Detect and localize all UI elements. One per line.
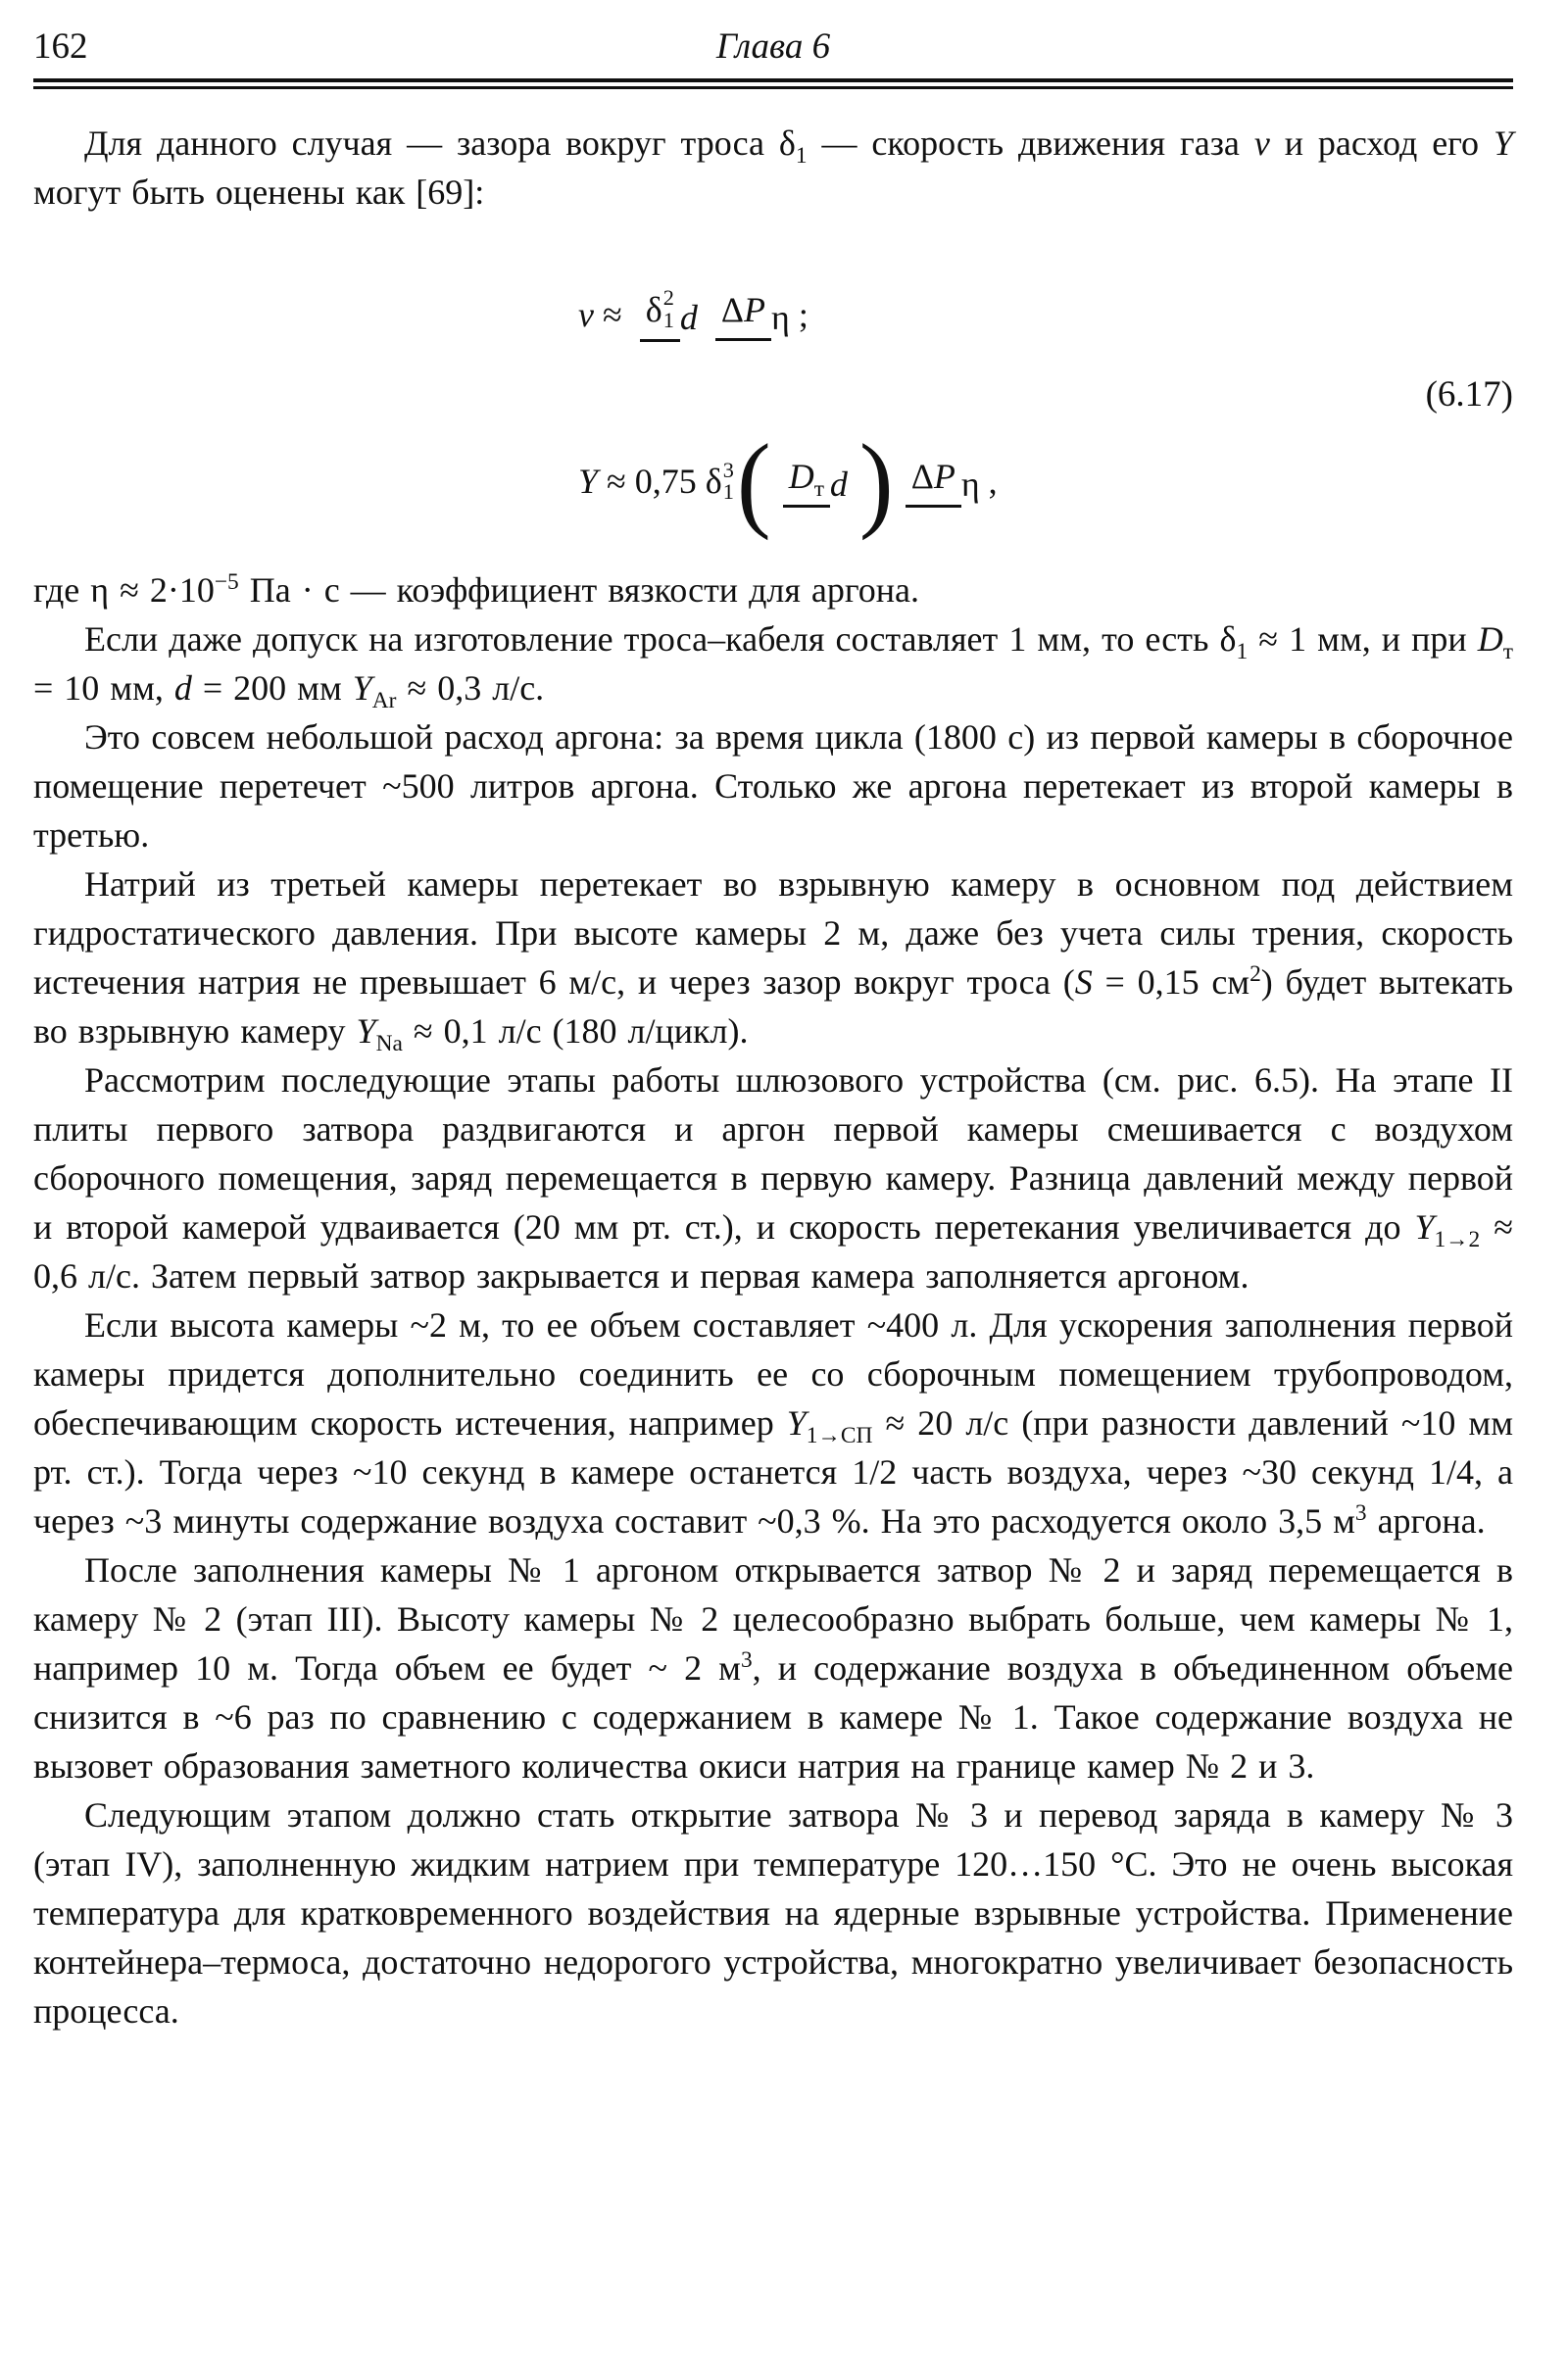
paragraph: Это совсем небольшой расход аргона: за время цикла (1800 с) из первой камеры в сборочное помещение перетечет ~500 литров аргона. Столько же аргона перетекает из второй камеры в третью. (33, 717, 1513, 855)
running-head (33, 24, 1513, 71)
equation-number: (6.17) (1425, 374, 1513, 416)
sup-sub-symbol: δ 2 1 (645, 285, 674, 332)
paragraph: Если высота камеры ~2 м, то ее объем составляет ~400 л. Для ускорения заполнения первой камеры придется дополнительно соединить ее со сборочным помещением трубопроводом, обеспечивающим скорость истечения, например $Y_{1\to СП} \approx 20$ л/с (при разности давлений ~10 мм рт. ст.). Тогда через ~10 секунд в камере останется 1/2 часть воздуха, через ~30 секунд 1/4, а через ~3 минуты содержание воздуха составит ~0,3 %. На это расходуется около 3,5 $м^3$ аргона. (33, 1305, 1513, 1541)
equation-block (33, 246, 1513, 550)
page-number: 162 (33, 26, 88, 67)
paragraph: Если даже допуск на изготовление троса–кабеля составляет 1 мм, то есть $\delta_1 \approx 1$ мм, и при $D_т = 10$ мм, d = 200 мм $Y_{Ar} \approx 0,3$ л/с. (33, 619, 1513, 714)
paragraph: где $\eta \approx 2\cdot 10^{-5}$ Па · с — коэффициент вязкости для аргона. (33, 569, 920, 610)
fraction: ΔP η (906, 456, 980, 508)
sup-sub-symbol: δ 3 1 (705, 457, 734, 504)
header-rule (33, 78, 1513, 89)
velocity-formula: v ≈ δ 2 1 d ΔP η ; (578, 246, 808, 383)
intro-paragraph: Для данного случая — зазора вокруг троса $\delta_1$ — скорость движения газа v и расход его Y могут быть оценены как [69]: (33, 123, 1513, 212)
paragraph: Следующим этапом должно стать открытие затвора № 3 и перевод заряда в камеру № 3 (этап IV), заполненную жидким натрием при температуре 120…150 °С. Это не очень высокая температура для кратковременного воздействия на ядерные взрывные устройства. Применение контейнера–термоса, достаточно недорогого устройства, многократно увеличивает безопасность процесса. (33, 1795, 1513, 2031)
chapter-title: Глава 6 (715, 26, 831, 67)
body-paragraphs (33, 565, 1513, 2035)
fraction: $D_т$ d (783, 456, 848, 508)
paragraph: Натрий из третьей камеры перетекает во взрывную камеру в основном под действием гидростатического давления. При высоте камеры 2 м, даже без учета силы трения, скорость истечения натрия не превышает 6 м/с, и через зазор вокруг троса (S = 0,15 $см^2$) будет вытекать во взрывную камеру $Y_{Na} \approx 0,1$ л/с (180 л/цикл). (33, 864, 1514, 1057)
paragraph: После заполнения камеры № 1 аргоном открывается затвор № 2 и заряд перемещается в камеру № 2 (этап III). Высоту камеры № 2 целесообразно выбрать больше, чем камеры № 1, например 10 м. Тогда объем ее будет ~ 2 $м^3$, и содержание воздуха в объединенном объеме снизится в ~6 раз по сравнению с содержанием в камере № 1. Такое содержание воздуха не вызовет образования заметного количества окиси натрия на границе камер № 2 и 3. (33, 1550, 1513, 1786)
fraction: δ 2 1 d (640, 287, 698, 342)
fraction: ΔP η (715, 289, 790, 341)
flow-formula: Y ≈ 0,75 δ 3 1 ( $D_т$ d ) ΔP η , (578, 421, 998, 541)
equation-rows (578, 246, 1513, 550)
paragraph: Рассмотрим последующие этапы работы шлюзового устройства (см. рис. 6.5). На этапе II плиты первого затвора раздвигаются и аргон первой камеры смешивается с воздухом сборочного помещения, заряд перемещается в первую камеру. Разница давлений между первой и второй камерой удваивается (20 мм рт. ст.), и скорость перетекания увеличивается до $Y_{1\to 2} \approx 0,6$ л/с. Затем первый затвор закрывается и первая камера заполняется аргоном. (33, 1060, 1513, 1296)
